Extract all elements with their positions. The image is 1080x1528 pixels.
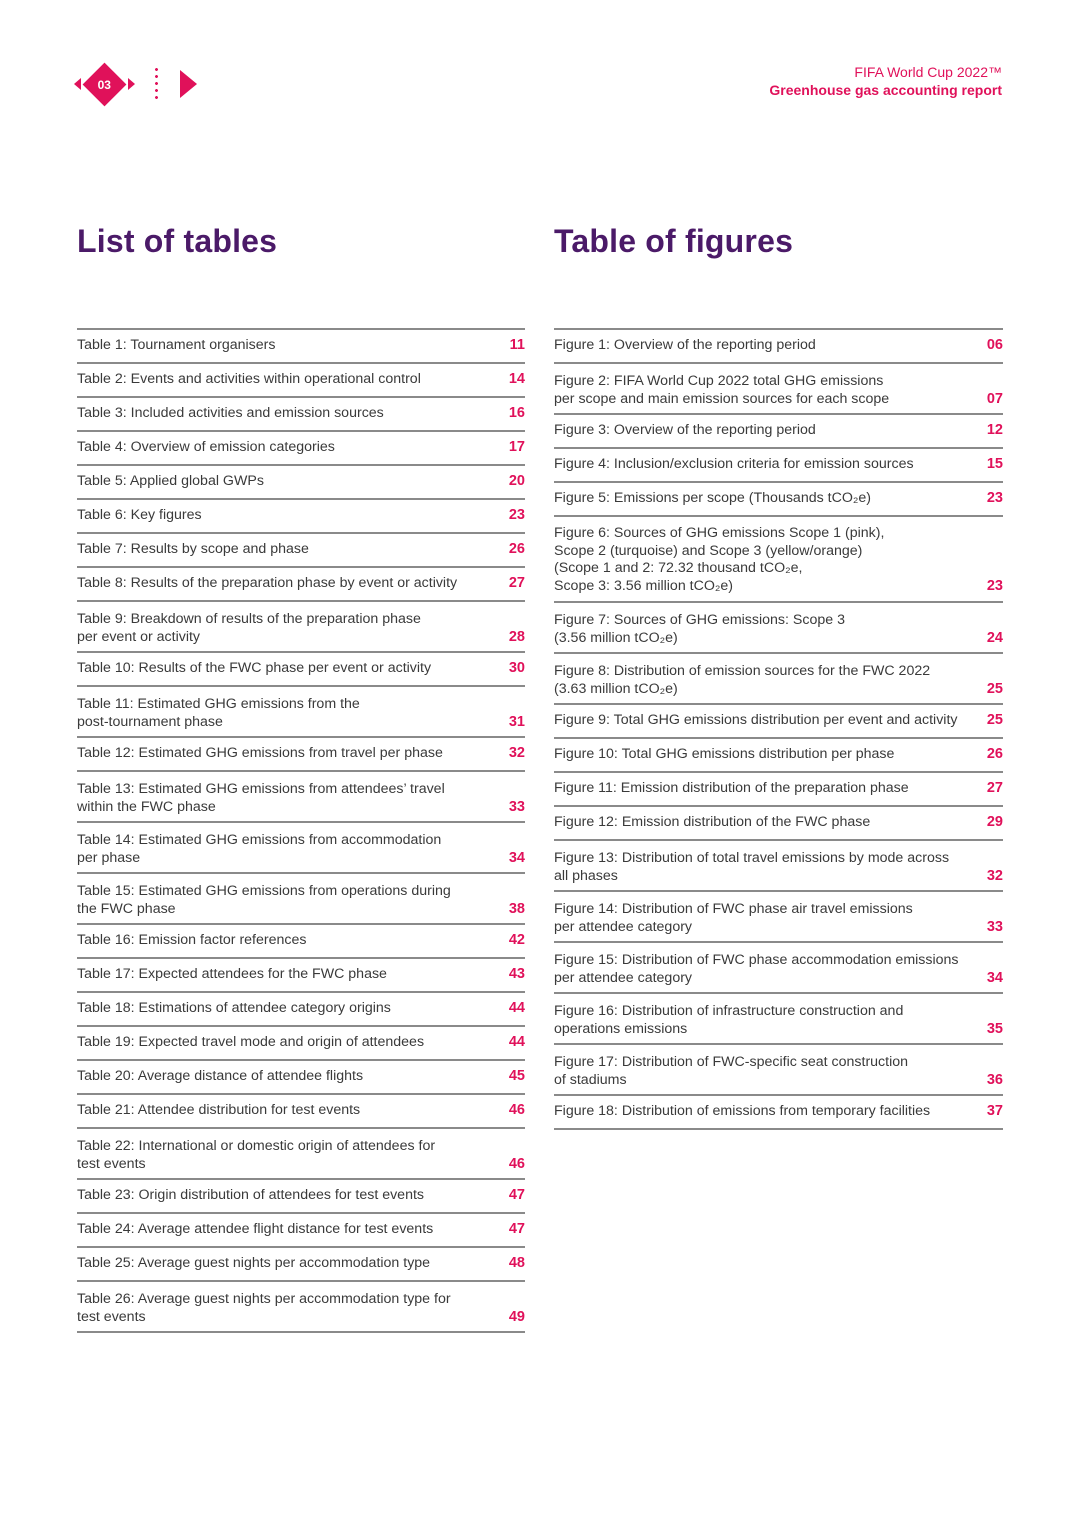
figure-entry-title-line: per scope and main emission sources for each scope: [554, 390, 890, 407]
figure-entry[interactable]: [554, 517, 1003, 603]
table-entry-page-number: 26: [508, 541, 525, 558]
dotted-divider: [155, 66, 158, 102]
figure-entry-title-line: Figure 4: Inclusion/exclusion criteria for emission sources: [554, 456, 914, 473]
figure-entry-title-line: Figure 7: Sources of GHG emissions: Scope 3: [554, 612, 845, 628]
table-entry-title-line: per event or activity: [77, 628, 201, 645]
table-entry-page-number: 49: [508, 1308, 525, 1325]
table-entry[interactable]: [77, 1180, 525, 1214]
figure-entry-title-line: per attendee category: [554, 918, 693, 935]
table-entry[interactable]: [77, 1282, 525, 1333]
figure-entry-page-number: 25: [986, 712, 1003, 729]
table-entry-title: [77, 541, 503, 559]
table-entry-title: [77, 439, 503, 457]
table-entry[interactable]: [77, 959, 525, 993]
figure-entry-title-line: operations emissions: [554, 1020, 688, 1037]
table-entry-page-number: 30: [508, 660, 525, 677]
figure-entry-title-line: Figure 16: Distribution of infrastructure construction and: [554, 1003, 904, 1019]
figure-entry-title-line: Figure 18: Distribution of emissions from temporary facilities: [554, 1103, 931, 1120]
figure-entry[interactable]: [554, 705, 1003, 739]
figure-entry-title-line: Scope 3: 3.56 million tCO₂e): [554, 577, 733, 594]
page-number: 03: [97, 76, 112, 91]
table-entry-title: [77, 337, 503, 355]
table-entry-title-line: Table 12: Estimated GHG emissions from travel per phase: [77, 745, 443, 762]
table-entry-page-number: 27: [508, 575, 525, 592]
table-entry-title-line: Table 18: Estimations of attendee category origins: [77, 1000, 391, 1017]
table-entry-title-line: Table 1: Tournament organisers: [77, 337, 276, 354]
table-entry[interactable]: [77, 1129, 525, 1180]
figure-entry-title: [554, 850, 981, 885]
table-entry-title: [77, 781, 503, 816]
figure-entry[interactable]: [554, 773, 1003, 807]
table-entry-title-line: Table 3: Included activities and emission sources: [77, 405, 384, 422]
table-entry-page-number: 16: [508, 405, 525, 422]
figure-entry[interactable]: [554, 739, 1003, 773]
table-entry-page-number: 44: [508, 1000, 525, 1017]
table-entry-page-number: 28: [508, 628, 525, 645]
figure-entry-title: [554, 712, 981, 730]
table-entry[interactable]: [77, 330, 525, 364]
table-entry-page-number: 38: [508, 900, 525, 917]
figure-entry-title-line: Figure 8: Distribution of emission sources for the FWC 2022: [554, 663, 931, 679]
table-entry-title: [77, 966, 503, 984]
table-entry-title-line: Table 23: Origin distribution of attendees for test events: [77, 1187, 425, 1204]
table-entry[interactable]: [77, 398, 525, 432]
table-entry-page-number: 23: [508, 507, 525, 524]
table-entry-title: [77, 611, 503, 646]
table-entry-title-line: within the FWC phase: [77, 798, 216, 815]
figure-entry-title: [554, 746, 981, 764]
report-series: FIFA World Cup 2022™: [854, 64, 1002, 80]
figure-entry-page-number: 26: [986, 746, 1003, 763]
table-entry-page-number: 34: [508, 849, 525, 866]
figures-list: [554, 328, 1003, 1130]
figure-entry[interactable]: [554, 1045, 1003, 1096]
figure-entry[interactable]: [554, 892, 1003, 943]
table-entry-title-line: Table 7: Results by scope and phase: [77, 541, 309, 558]
table-entry-page-number: 43: [508, 966, 525, 983]
table-entry-title: [77, 405, 503, 423]
table-entry-title: [77, 883, 503, 918]
table-entry-page-number: 46: [508, 1155, 525, 1172]
figure-entry-title: [554, 814, 981, 832]
table-entry-title-line: post-tournament phase: [77, 713, 223, 730]
forward-play-icon[interactable]: [180, 70, 197, 98]
figure-entry-page-number: 23: [986, 577, 1003, 594]
figure-entry-title: [554, 456, 981, 474]
table-entry-title-line: Table 6: Key figures: [77, 507, 202, 524]
report-header: [769, 63, 1002, 99]
table-entry-title: [77, 1034, 503, 1052]
table-entry[interactable]: [77, 738, 525, 772]
table-entry-page-number: 14: [508, 371, 525, 388]
table-entry[interactable]: [77, 1214, 525, 1248]
table-entry[interactable]: [77, 1061, 525, 1095]
figure-entry[interactable]: [554, 364, 1003, 415]
figure-entry-title-line: Figure 13: Distribution of total travel emissions by mode across: [554, 850, 950, 866]
table-entry-title-line: Table 15: Estimated GHG emissions from operations during: [77, 883, 451, 899]
table-entry-page-number: 48: [508, 1255, 525, 1272]
figure-entry-title-line: Figure 3: Overview of the reporting period: [554, 422, 816, 439]
figure-entry-page-number: 12: [986, 422, 1003, 439]
table-entry[interactable]: [77, 1248, 525, 1282]
figure-entry-page-number: 06: [986, 337, 1003, 354]
figure-entry-page-number: 27: [986, 780, 1003, 797]
figure-entry-title-line: (3.56 million tCO₂e): [554, 629, 678, 646]
figure-entry-title: [554, 952, 981, 987]
figure-entry-page-number: 15: [986, 456, 1003, 473]
figure-entry-page-number: 33: [986, 918, 1003, 935]
table-entry-title-line: Table 13: Estimated GHG emissions from attendees’ travel: [77, 781, 445, 797]
table-entry-title-line: per phase: [77, 849, 141, 866]
figure-entry[interactable]: [554, 1096, 1003, 1130]
table-of-figures-heading: Table of figures: [554, 223, 794, 259]
figure-entry-title-line: per attendee category: [554, 969, 693, 986]
table-entry[interactable]: [77, 1027, 525, 1061]
list-of-tables-heading: List of tables: [77, 223, 278, 259]
table-entry-title-line: Table 5: Applied global GWPs: [77, 473, 264, 490]
table-entry[interactable]: [77, 1095, 525, 1129]
next-page-arrow-icon[interactable]: [128, 78, 135, 90]
page-number-badge: [83, 62, 127, 106]
list-of-tables-section: [77, 222, 525, 1333]
table-entry-title-line: Table 4: Overview of emission categories: [77, 439, 335, 456]
table-entry[interactable]: [77, 602, 525, 653]
table-entry-title-line: Table 10: Results of the FWC phase per event or activity: [77, 660, 432, 677]
table-entry-page-number: 20: [508, 473, 525, 490]
figure-entry-title: [554, 1103, 981, 1121]
table-entry[interactable]: [77, 993, 525, 1027]
figure-entry-title: [554, 373, 981, 408]
figure-entry[interactable]: [554, 943, 1003, 994]
table-entry-page-number: 33: [508, 798, 525, 815]
table-entry-title: [77, 696, 503, 731]
figure-entry-title: [554, 612, 981, 647]
table-entry-page-number: 46: [508, 1102, 525, 1119]
figure-entry-page-number: 29: [986, 814, 1003, 831]
table-entry-title-line: the FWC phase: [77, 900, 176, 917]
table-entry-title: [77, 1255, 503, 1273]
figure-entry-title: [554, 422, 981, 440]
table-entry[interactable]: [77, 823, 525, 874]
figure-entry-title-line: Figure 5: Emissions per scope (Thousands tCO₂e): [554, 490, 871, 507]
table-entry-title-line: Table 14: Estimated GHG emissions from accommodation: [77, 832, 442, 848]
figure-entry-title: [554, 1054, 981, 1089]
table-entry-title: [77, 745, 503, 763]
figure-entry[interactable]: [554, 841, 1003, 892]
table-entry-title-line: Table 9: Breakdown of results of the preparation phase: [77, 611, 421, 627]
table-entry-title: [77, 575, 503, 593]
table-entry[interactable]: [77, 925, 525, 959]
table-entry-page-number: 32: [508, 745, 525, 762]
figure-entry-title-line: Figure 17: Distribution of FWC-specific seat construction: [554, 1054, 909, 1070]
figure-entry-title-line: of stadiums: [554, 1071, 627, 1088]
figure-entry-page-number: 35: [986, 1020, 1003, 1037]
figure-entry-title-line: Figure 11: Emission distribution of the preparation phase: [554, 780, 909, 797]
table-entry[interactable]: [77, 568, 525, 602]
table-entry-page-number: 31: [508, 713, 525, 730]
table-entry-page-number: 17: [508, 439, 525, 456]
figure-entry[interactable]: [554, 807, 1003, 841]
figure-entry-title-line: Figure 9: Total GHG emissions distribution per event and activity: [554, 712, 958, 729]
table-entry-page-number: 47: [508, 1221, 525, 1238]
table-entry-title: [77, 932, 503, 950]
figure-entry-title: [554, 901, 981, 936]
figure-entry-title-line: Scope 2 (turquoise) and Scope 3 (yellow/orange): [554, 542, 863, 559]
table-entry-title: [77, 660, 503, 678]
tables-list: [77, 328, 525, 1333]
table-entry-title-line: Table 16: Emission factor references: [77, 932, 307, 949]
table-entry-title-line: Table 24: Average attendee flight distance for test events: [77, 1221, 434, 1238]
table-entry-title-line: Table 19: Expected travel mode and origin of attendees: [77, 1034, 425, 1051]
table-entry-title: [77, 1291, 503, 1326]
figure-entry-title-line: Figure 2: FIFA World Cup 2022 total GHG emissions: [554, 373, 884, 389]
figure-entry[interactable]: [554, 994, 1003, 1045]
table-entry-page-number: 47: [508, 1187, 525, 1204]
table-entry[interactable]: [77, 466, 525, 500]
table-entry-title: [77, 371, 503, 389]
table-entry-title-line: Table 22: International or domestic origin of attendees for: [77, 1138, 436, 1154]
figure-entry-title-line: (3.63 million tCO₂e): [554, 680, 678, 697]
table-entry-title-line: Table 8: Results of the preparation phase by event or activity: [77, 575, 458, 592]
table-entry[interactable]: [77, 653, 525, 687]
figure-entry-title-line: (Scope 1 and 2: 72.32 thousand tCO₂e,: [554, 560, 803, 576]
figure-entry-page-number: 32: [986, 867, 1003, 884]
figure-entry-title-line: Figure 1: Overview of the reporting period: [554, 337, 816, 354]
figure-entry-page-number: 36: [986, 1071, 1003, 1088]
table-entry-title: [77, 1221, 503, 1239]
previous-page-arrow-icon[interactable]: [74, 78, 81, 90]
figure-entry[interactable]: [554, 603, 1003, 654]
figure-entry-page-number: 24: [986, 629, 1003, 646]
table-entry-page-number: 42: [508, 932, 525, 949]
figure-entry[interactable]: [554, 654, 1003, 705]
table-entry[interactable]: [77, 687, 525, 738]
table-entry[interactable]: [77, 432, 525, 466]
figure-entry-title-line: all phases: [554, 867, 618, 884]
figure-entry-page-number: 07: [986, 390, 1003, 407]
table-entry[interactable]: [77, 364, 525, 398]
figure-entry-title: [554, 490, 981, 508]
table-entry-title-line: Table 21: Attendee distribution for test events: [77, 1102, 361, 1119]
table-entry-title: [77, 1138, 503, 1173]
page-navigation: [74, 62, 197, 106]
table-entry-title: [77, 1000, 503, 1018]
figure-entry-title: [554, 337, 981, 355]
table-entry-page-number: 11: [509, 337, 525, 354]
table-entry-page-number: 45: [508, 1068, 525, 1085]
figure-entry[interactable]: [554, 483, 1003, 517]
figure-entry-title-line: Figure 6: Sources of GHG emissions Scope 1 (pink),: [554, 525, 885, 541]
figure-entry[interactable]: [554, 415, 1003, 449]
table-of-figures-section: [554, 222, 1003, 1130]
table-entry-title: [77, 507, 503, 525]
table-entry[interactable]: [77, 772, 525, 823]
figure-entry-title-line: Figure 14: Distribution of FWC phase air travel emissions: [554, 901, 913, 917]
figure-entry-title: [554, 525, 981, 595]
table-entry-title-line: Table 26: Average guest nights per accommodation type for: [77, 1291, 451, 1307]
figure-entry-title-line: Figure 10: Total GHG emissions distribution per phase: [554, 746, 895, 763]
figure-entry-page-number: 23: [986, 490, 1003, 507]
table-entry-page-number: 44: [508, 1034, 525, 1051]
table-entry[interactable]: [77, 874, 525, 925]
figure-entry-page-number: 34: [986, 969, 1003, 986]
figure-entry[interactable]: [554, 330, 1003, 364]
figure-entry-title: [554, 1003, 981, 1038]
table-entry-title-line: Table 25: Average guest nights per accommodation type: [77, 1255, 431, 1272]
table-entry-title-line: Table 20: Average distance of attendee flights: [77, 1068, 364, 1085]
table-entry-title: [77, 1068, 503, 1086]
figure-entry-title: [554, 780, 981, 798]
table-entry-title-line: Table 17: Expected attendees for the FWC phase: [77, 966, 387, 983]
table-entry-title: [77, 1102, 503, 1120]
table-entry-title-line: Table 11: Estimated GHG emissions from the: [77, 696, 360, 712]
figure-entry-title-line: Figure 12: Emission distribution of the FWC phase: [554, 814, 871, 831]
table-entry[interactable]: [77, 534, 525, 568]
figure-entry[interactable]: [554, 449, 1003, 483]
figure-entry-page-number: 37: [986, 1103, 1003, 1120]
figure-entry-title: [554, 663, 981, 698]
figure-entry-page-number: 25: [986, 680, 1003, 697]
table-entry-title: [77, 473, 503, 491]
table-entry-title-line: Table 2: Events and activities within operational control: [77, 371, 421, 388]
report-title: Greenhouse gas accounting report: [769, 82, 1002, 98]
table-entry-title-line: test events: [77, 1155, 146, 1172]
figure-entry-title-line: Figure 15: Distribution of FWC phase accommodation emissions: [554, 952, 959, 968]
table-entry-title-line: test events: [77, 1308, 146, 1325]
table-entry[interactable]: [77, 500, 525, 534]
table-entry-title: [77, 832, 503, 867]
table-entry-title: [77, 1187, 503, 1205]
